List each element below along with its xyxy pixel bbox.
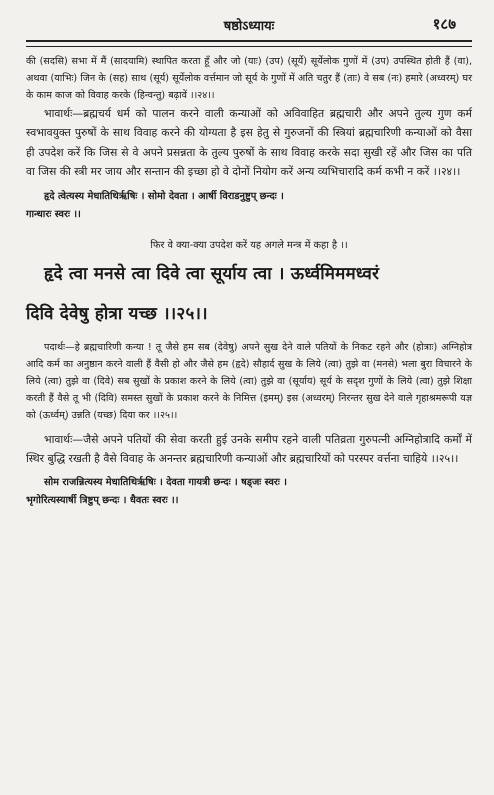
mantra-line-1: हृदे त्वा मनसे त्वा दिवे त्वा सूर्याय त्वा । ऊर्ध्वमिममध्वरं [44, 263, 380, 284]
page-number: १८७ [432, 15, 456, 33]
page-header [26, 0, 472, 40]
mantra-line-2: दिवि देवेषु होत्रा यच्छ ।।२५।। [26, 303, 208, 324]
previous-mantra-svara: गान्धारः स्वरः ।। [26, 208, 81, 220]
mantra-intro: फिर वे क्या-क्या उपदेश करें यह अगले मन्त्र में कहा है ।। [150, 239, 348, 251]
padartha: पदार्थः—हे ब्रह्मचारिणी कन्या ! तू जैसे हम सब (देवेषु) अपने सुख देने वाले पतियों के निकट रहने और (होत्राः) अग्निहोत्र आदि कर्म का अनुष्ठान करने वाली हैं वैसी हो और जैसे हम (हृदे) सौहार्द सुख के लिये (त्वा) तुझे वा (मनसे) भला बुरा विचारने के लिये (त्वा) तुझे वा (दिवे) सब सुखों के प्रकाश करने के लिये (त्वा) तुझे वा (सूर्याय) सूर्य के सदृश गुणों के लिये (त्वा) तुझे शिक्षा करती हैं वैसे तू भी (दिवि) समस्त सुखों के प्रकाश करने के निमित्त (इमम्) इस (अध्वरम्) निरन्तर सुख देने वाले गृहाश्रमरूपी यज्ञ को (ऊर्ध्वम्) उन्नति (यच्छ) दिया कर ।।२५।। [26, 341, 472, 421]
previous-mantra-meta: हृदे त्वेत्यस्य मेधातिथिर्ऋषिः । सोमो देवता । आर्षी विराडनुष्टुप् छन्दः । [44, 190, 284, 202]
previous-bhavartha: भावार्थः—ब्रह्मचर्य धर्म को पालन करने वाली कन्याओं को अविवाहित ब्रह्मचारी और अपने तुल्य गुण कर्म स्वभावयुक्त पुरुषों के साथ विवाह करने की योग्यता है इस हेतु से गुरुजनों की स्त्रियां ब्रह्मचारिणी कन्याओं को वैसा ही उपदेश करें कि जिस से वे अपने प्रसन्नता के तुल्य पुरुषों के साथ विवाह करके सदा सुखी रहें और जिस का पति वा जिस की स्त्री मर जाय और सन्तान की इच्छा हो वे दोनों नियोग करें अन्य व्यभिचारादि कर्म कभी न करें ।।२४।। [26, 107, 472, 179]
header-rule [26, 40, 472, 47]
next-mantra-meta-2: भृगोरित्यस्यार्षी त्रिष्टुप् छन्दः । धैवतः स्वरः ।। [26, 495, 179, 507]
previous-padartha-continuation: की (सदसि) सभा में मैं (सादयामि) स्थापित करता हूँ और जो (याः) (उप) (सूर्ये) सूर्येलोक गुणों में (उप) उपस्थित होती हैं (वा), अथवा (याभिः) जिन के (सह) साथ (सूर्य) सूर्येलोक वर्त्तमान जो सूर्य के गुणों में अति चतुर हैं (ताः) वे सब (नः) हमारे (अध्वरम्) घर के काम काज को विवाह करके (हिन्वन्तु) बढ़ावें ।।२४।। [26, 56, 472, 101]
next-mantra-meta: सोम राजन्नित्यस्य मेधातिथिर्ऋषिः । देवता गायत्री छन्दः । षड्जः स्वरः । [44, 477, 288, 489]
chapter-title: षष्ठोऽध्यायः [223, 19, 275, 34]
bhavartha: भावार्थः—जैसे अपने पतियों की सेवा करती हुई उनके समीप रहने वाली पतिव्रता गुरुपत्नी अग्निहोत्रादि कर्मों में स्थिर बुद्धि रखती है वैसे विवाह के अनन्तर ब्रह्मचारिणी कन्याओं और ब्रह्मचारियों को परस्पर वर्त्तना चाहिये ।।२५।। [26, 432, 472, 466]
